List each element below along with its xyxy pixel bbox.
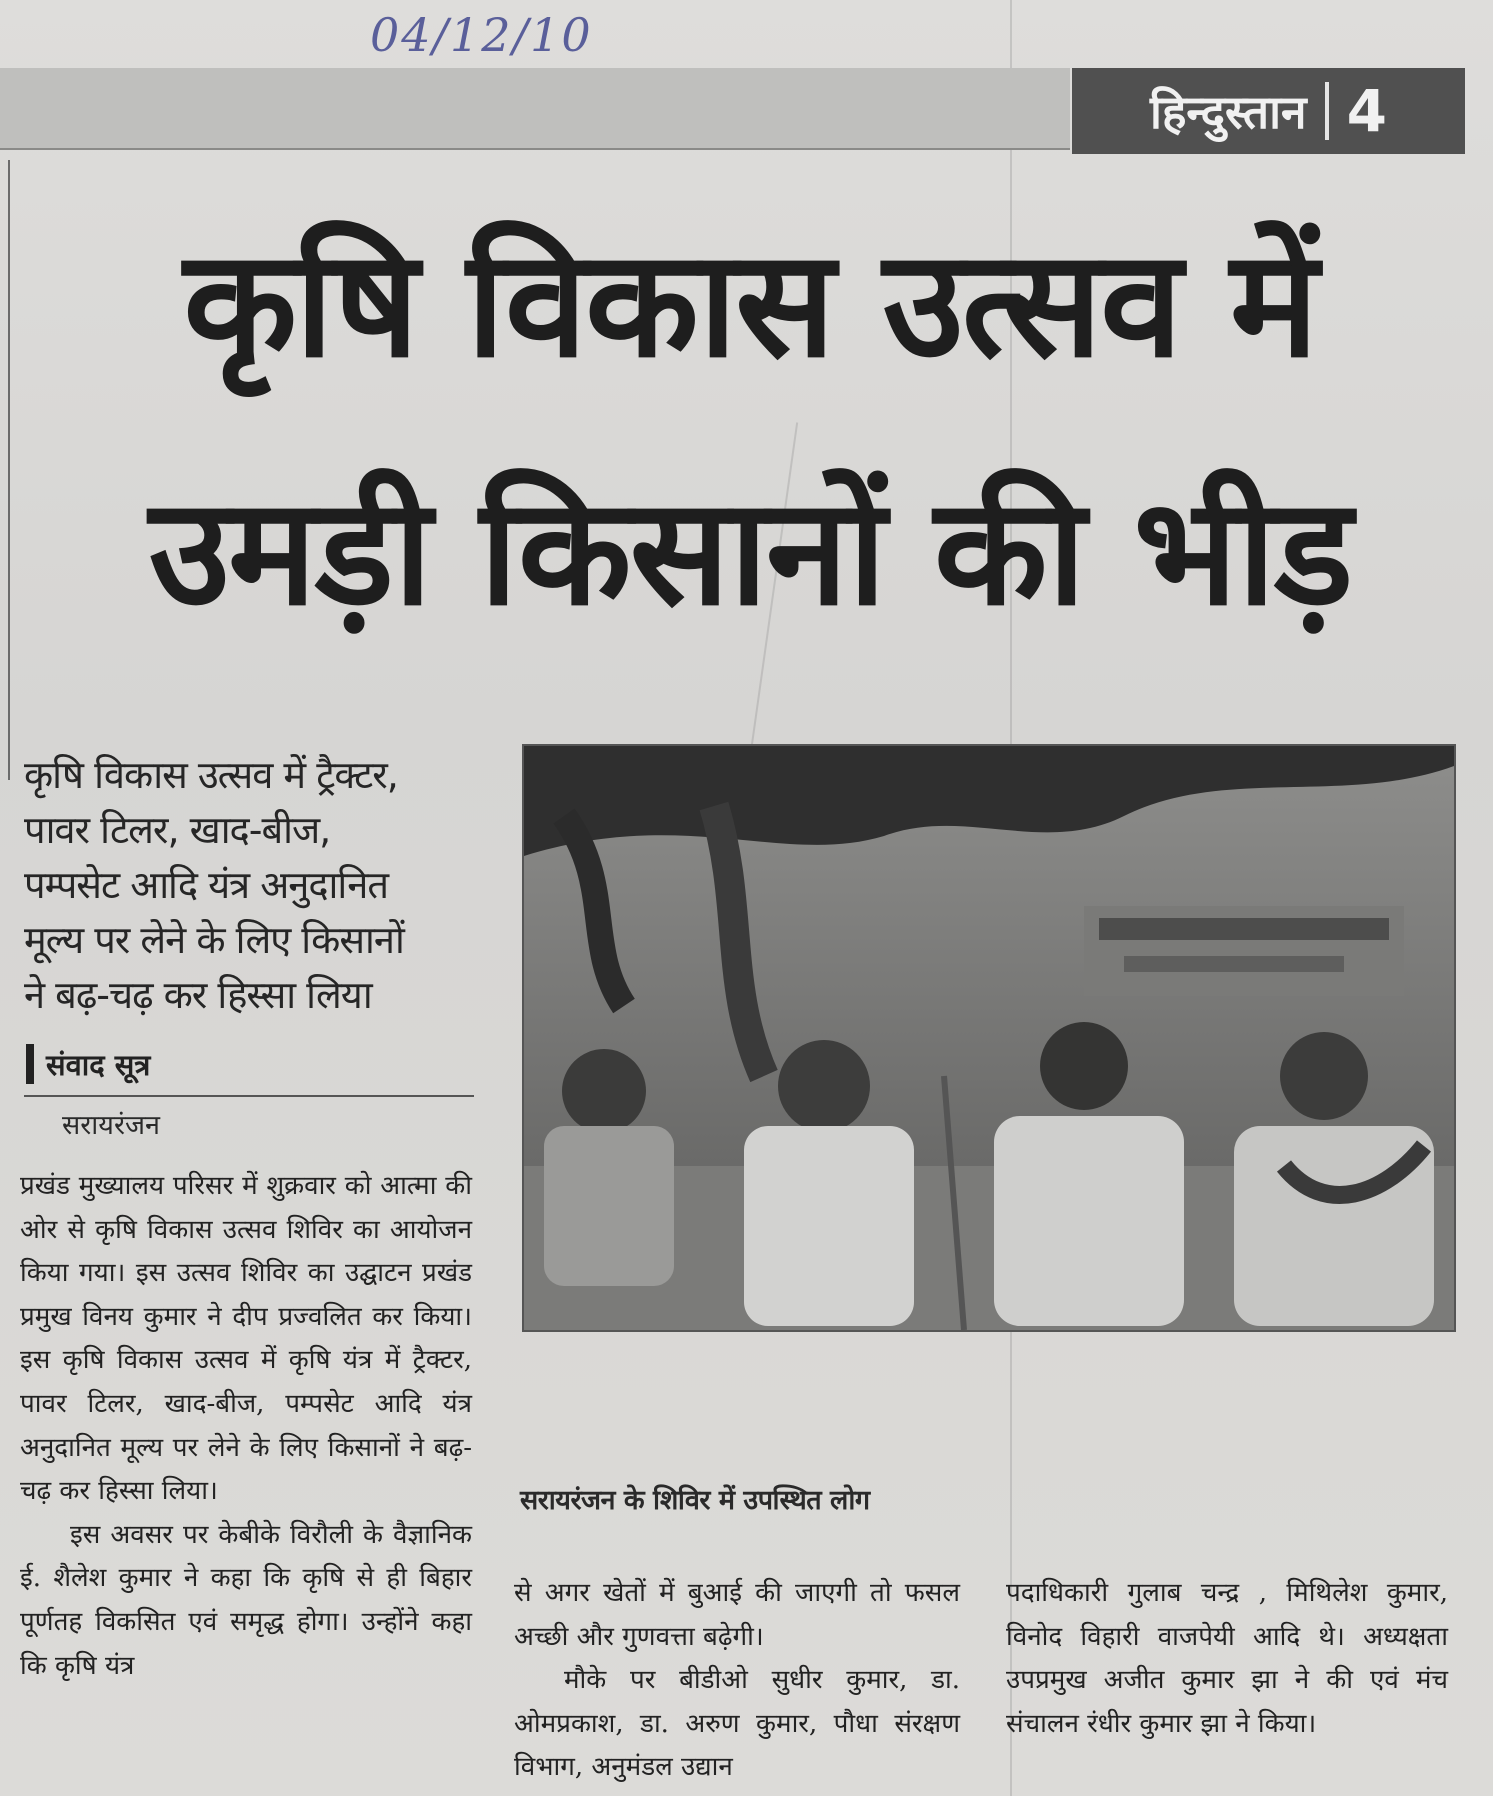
headline <box>30 180 1470 676</box>
subheadline-line: मूल्य पर लेने के लिए किसानों <box>24 918 404 962</box>
byline-divider <box>24 1095 474 1097</box>
page-header-band <box>0 68 1070 150</box>
article-column-1 <box>20 1165 472 1688</box>
subheadline-line: कृषि विकास उत्सव में ट्रैक्टर, <box>24 753 398 797</box>
article-paragraph: से अगर खेतों में बुआई की जाएगी तो फसल अच्छी और गुणवत्ता बढ़ेगी। <box>514 1578 960 1652</box>
masthead-divider <box>1325 82 1329 140</box>
subheadline-line: ने बढ़-चढ़ कर हिस्सा लिया <box>24 973 372 1017</box>
byline-bar <box>26 1044 34 1084</box>
subheadline <box>24 748 474 1023</box>
handwritten-date: 04/12/10 <box>370 8 593 62</box>
subheadline-line: पम्पसेट आदि यंत्र अनुदानित <box>24 863 388 907</box>
dateline: सरायरंजन <box>62 1110 161 1141</box>
byline <box>26 1044 150 1084</box>
article-paragraph: प्रखंड मुख्यालय परिसर में शुक्रवार को आत्मा की ओर से कृषि विकास उत्सव शिविर का आयोजन किया गया। इस उत्सव शिविर का उद्घाटन प्रखंड प्रमुख विनय कुमार ने दीप प्रज्वलित कर किया। इस कृषि विकास उत्सव में कृषि यंत्र में ट्रैक्टर, पावर टिलर, खाद-बीज, पम्पसेट आदि यंत्र अनुदानित मूल्य पर लेने के लिए किसानों ने बढ़-चढ़ कर हिस्सा लिया। <box>20 1171 472 1507</box>
photo-caption: सरायरंजन के शिविर में उपस्थित लोग <box>520 1485 870 1516</box>
column-rule <box>8 160 10 780</box>
photo-illustration <box>524 746 1454 1330</box>
page-number: 4 <box>1346 77 1387 145</box>
news-photo <box>522 744 1456 1332</box>
article-column-2 <box>514 1572 960 1790</box>
headline-line-1: कृषि विकास उत्सव में <box>183 218 1317 390</box>
article-paragraph: पदाधिकारी गुलाब चन्द्र , मिथिलेश कुमार, विनोद विहारी वाजपेयी आदि थे। अध्यक्षता उपप्रमुख अजीत कुमार झा ने की एवं मंच संचालन रंधीर कुमार झा ने किया। <box>1006 1578 1448 1739</box>
article-column-3 <box>1006 1572 1448 1746</box>
article-paragraph: इस अवसर पर केबीके विरौली के वैज्ञानिक ई. शैलेश कुमार ने कहा कि कृषि से ही बिहार पूर्णतह विकसित एवं समृद्ध होगा। उन्होंने कहा कि कृषि यंत्र <box>20 1519 472 1681</box>
masthead <box>1072 68 1465 154</box>
article-paragraph: मौके पर बीडीओ सुधीर कुमार, डा. ओमप्रकाश, डा. अरुण कुमार, पौधा संरक्षण विभाग, अनुमंडल उद्यान <box>514 1665 960 1783</box>
newspaper-name: हिन्दुस्तान <box>1150 85 1307 139</box>
byline-source: संवाद सूत्र <box>46 1047 151 1082</box>
headline-line-2: उमड़ी किसानों की भीड़ <box>148 466 1352 638</box>
subheadline-line: पावर टिलर, खाद-बीज, <box>24 808 331 852</box>
